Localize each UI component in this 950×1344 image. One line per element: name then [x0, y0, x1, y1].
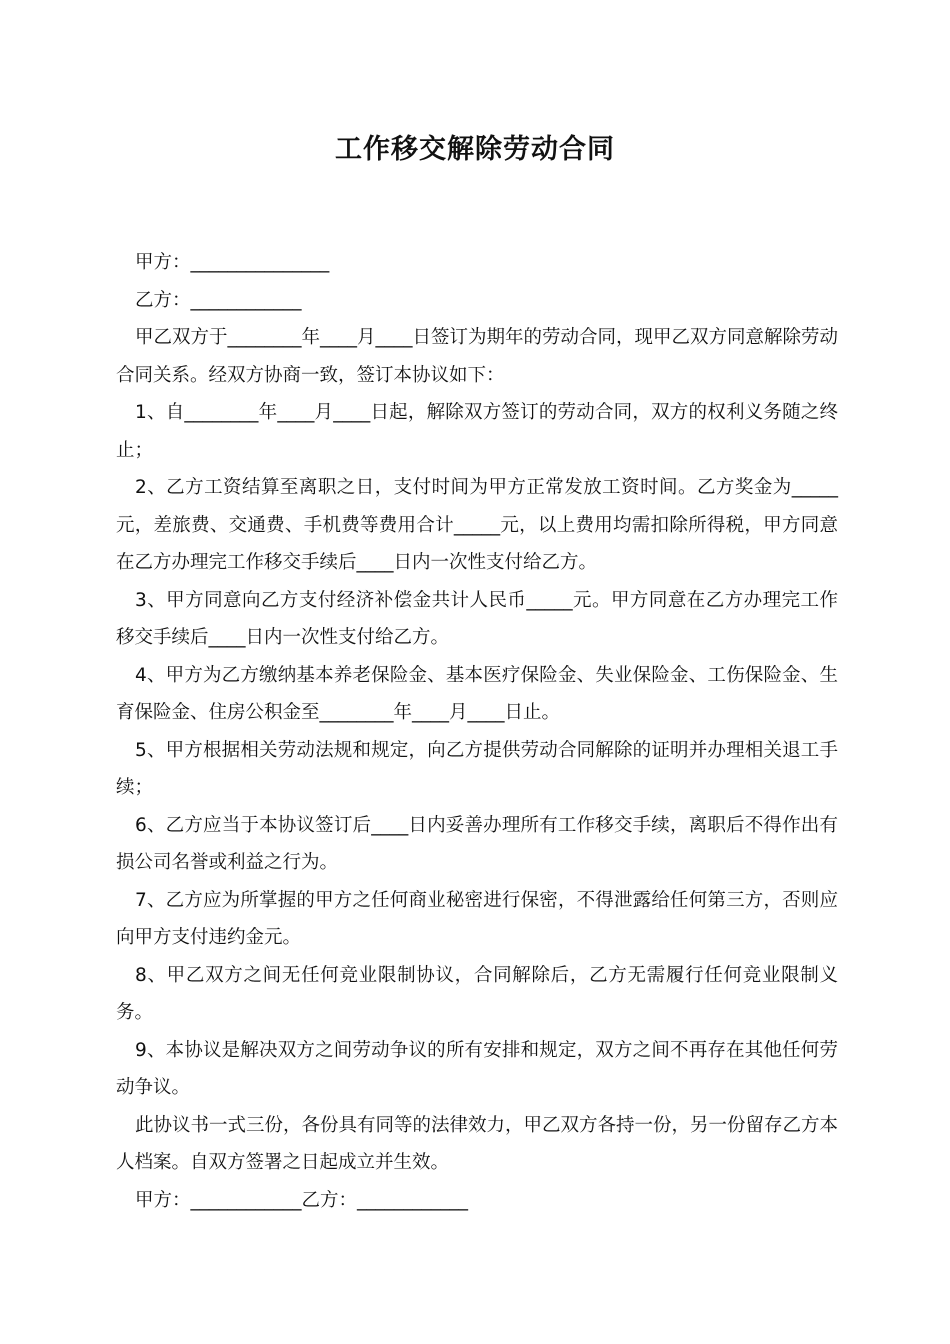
clause-5: 5、甲方根据相关劳动法规和规定，向乙方提供劳动合同解除的证明并办理相关退工手续；: [116, 739, 838, 798]
document-title: 工作移交解除劳动合同: [335, 134, 615, 165]
party-a-line: 甲方：_______________: [135, 252, 330, 273]
document-body: [116, 244, 838, 1219]
clause-4: 4、甲方为乙方缴纳基本养老保险金、基本医疗保险金、失业保险金、工伤保险金、生育保险金、住房公积金至________年____月____日止。: [116, 664, 838, 723]
signature-line: 甲方：____________乙方：____________: [135, 1189, 469, 1211]
clause-6: 6、乙方应当于本协议签订后____日内妥善办理所有工作移交手续，离职后不得作出有损公司名誉或利益之行为。: [116, 814, 838, 873]
closing-paragraph: 此协议书一式三份，各份具有同等的法律效力，甲乙双方各持一份，另一份留存乙方本人档案。自双方签署之日起成立并生效。: [116, 1114, 839, 1173]
clause-8: 8、甲乙双方之间无任何竞业限制协议，合同解除后，乙方无需履行任何竞业限制义务。: [116, 964, 838, 1023]
party-b-line: 乙方：____________: [135, 289, 302, 311]
clause-7: 7、乙方应为所掌握的甲方之任何商业秘密进行保密，不得泄露给任何第三方，否则应向甲方支付违约金元。: [116, 889, 838, 948]
clause-3: 3、甲方同意向乙方支付经济补偿金共计人民币_____元。甲方同意在乙方办理完工作移交手续后____日内一次性支付给乙方。: [116, 589, 838, 648]
clause-9: 9、本协议是解决双方之间劳动争议的所有安排和规定，双方之间不再存在其他任何劳动争议。: [116, 1039, 838, 1098]
clause-2: 2、乙方工资结算至离职之日，支付时间为甲方正常发放工资时间。乙方奖金为_____元，差旅费、交通费、手机费等费用合计_____元，以上费用均需扣除所得税，甲方同意在乙方办理完工作移交手续后____日内一次性支付给乙方。: [116, 477, 838, 573]
intro-paragraph: 甲乙双方于________年____月____日签订为期年的劳动合同，现甲乙双方同意解除劳动合同关系。经双方协商一致，签订本协议如下：: [116, 327, 839, 386]
clause-1: 1、自________年____月____日起，解除双方签订的劳动合同，双方的权利义务随之终止；: [116, 402, 838, 461]
